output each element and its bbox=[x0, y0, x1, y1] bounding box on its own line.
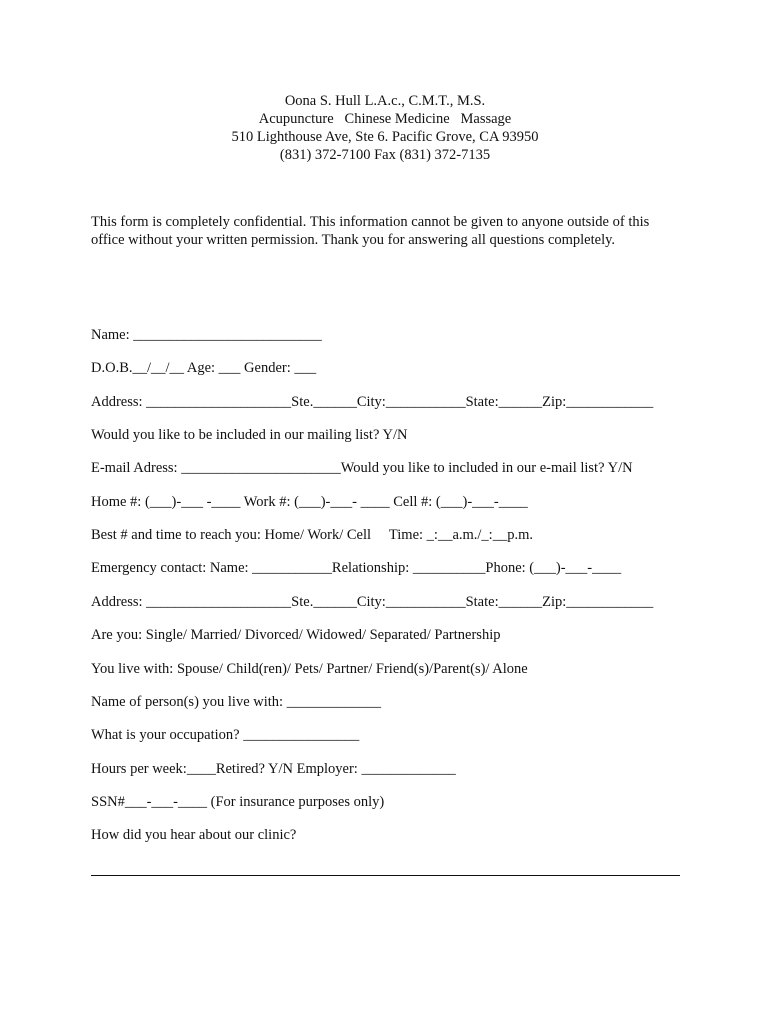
clinic-address: 510 Lighthouse Ave, Ste 6. Pacific Grove, CA 93950 bbox=[231, 129, 539, 145]
referral-question: How did you hear about our clinic? bbox=[91, 827, 297, 843]
confidentiality-line-1: This form is completely confidential. This information cannot be given to anyone outside of this bbox=[91, 214, 650, 230]
practitioner-name: Oona S. Hull L.A.c., C.M.T., M.S. bbox=[284, 93, 486, 109]
emergency-contact-field[interactable]: Emergency contact: Name: ___________Relationship: __________Phone: (___)-___-____ bbox=[91, 560, 622, 576]
emergency-address-field[interactable]: Address: ____________________Ste.______City:___________State:______Zip:____________ bbox=[91, 594, 654, 610]
referral-answer-line[interactable] bbox=[91, 875, 680, 876]
address-field[interactable]: Address: ____________________Ste.______City:___________State:______Zip:____________ bbox=[91, 394, 654, 410]
letterhead bbox=[0, 92, 770, 164]
name-field[interactable]: Name: __________________________ bbox=[91, 327, 322, 343]
phone-numbers-field[interactable]: Home #: (___)-___ -____ Work #: (___)-___- ____ Cell #: (___)-___-____ bbox=[91, 494, 528, 510]
clinic-phone-fax: (831) 372-7100 Fax (831) 372-7135 bbox=[279, 147, 491, 163]
services-line: Acupuncture Chinese Medicine Massage bbox=[258, 111, 512, 127]
living-situation-question[interactable]: You live with: Spouse/ Child(ren)/ Pets/ Partner/ Friend(s)/Parent(s)/ Alone bbox=[91, 661, 528, 677]
ssn-field[interactable]: SSN#___-___-____ (For insurance purposes only) bbox=[91, 794, 385, 810]
mailing-list-question[interactable]: Would you like to be included in our mailing list? Y/N bbox=[91, 427, 408, 443]
dob-age-gender-field[interactable]: D.O.B.__/__/__ Age: ___ Gender: ___ bbox=[91, 360, 317, 376]
employment-field[interactable]: Hours per week:____Retired? Y/N Employer: _____________ bbox=[91, 761, 456, 777]
household-names-field[interactable]: Name of person(s) you live with: _____________ bbox=[91, 694, 381, 710]
marital-status-question[interactable]: Are you: Single/ Married/ Divorced/ Widowed/ Separated/ Partnership bbox=[91, 627, 501, 643]
confidentiality-notice bbox=[91, 213, 691, 249]
occupation-field[interactable]: What is your occupation? ________________ bbox=[91, 727, 360, 743]
confidentiality-line-2: office without your written permission. Thank you for answering all questions completely. bbox=[91, 232, 616, 248]
email-field[interactable]: E-mail Adress: ______________________Would you like to included in our e-mail list? Y/N bbox=[91, 460, 633, 476]
best-contact-time-field[interactable]: Best # and time to reach you: Home/ Work/ Cell Time: _:__a.m./_:__p.m. bbox=[91, 527, 533, 543]
